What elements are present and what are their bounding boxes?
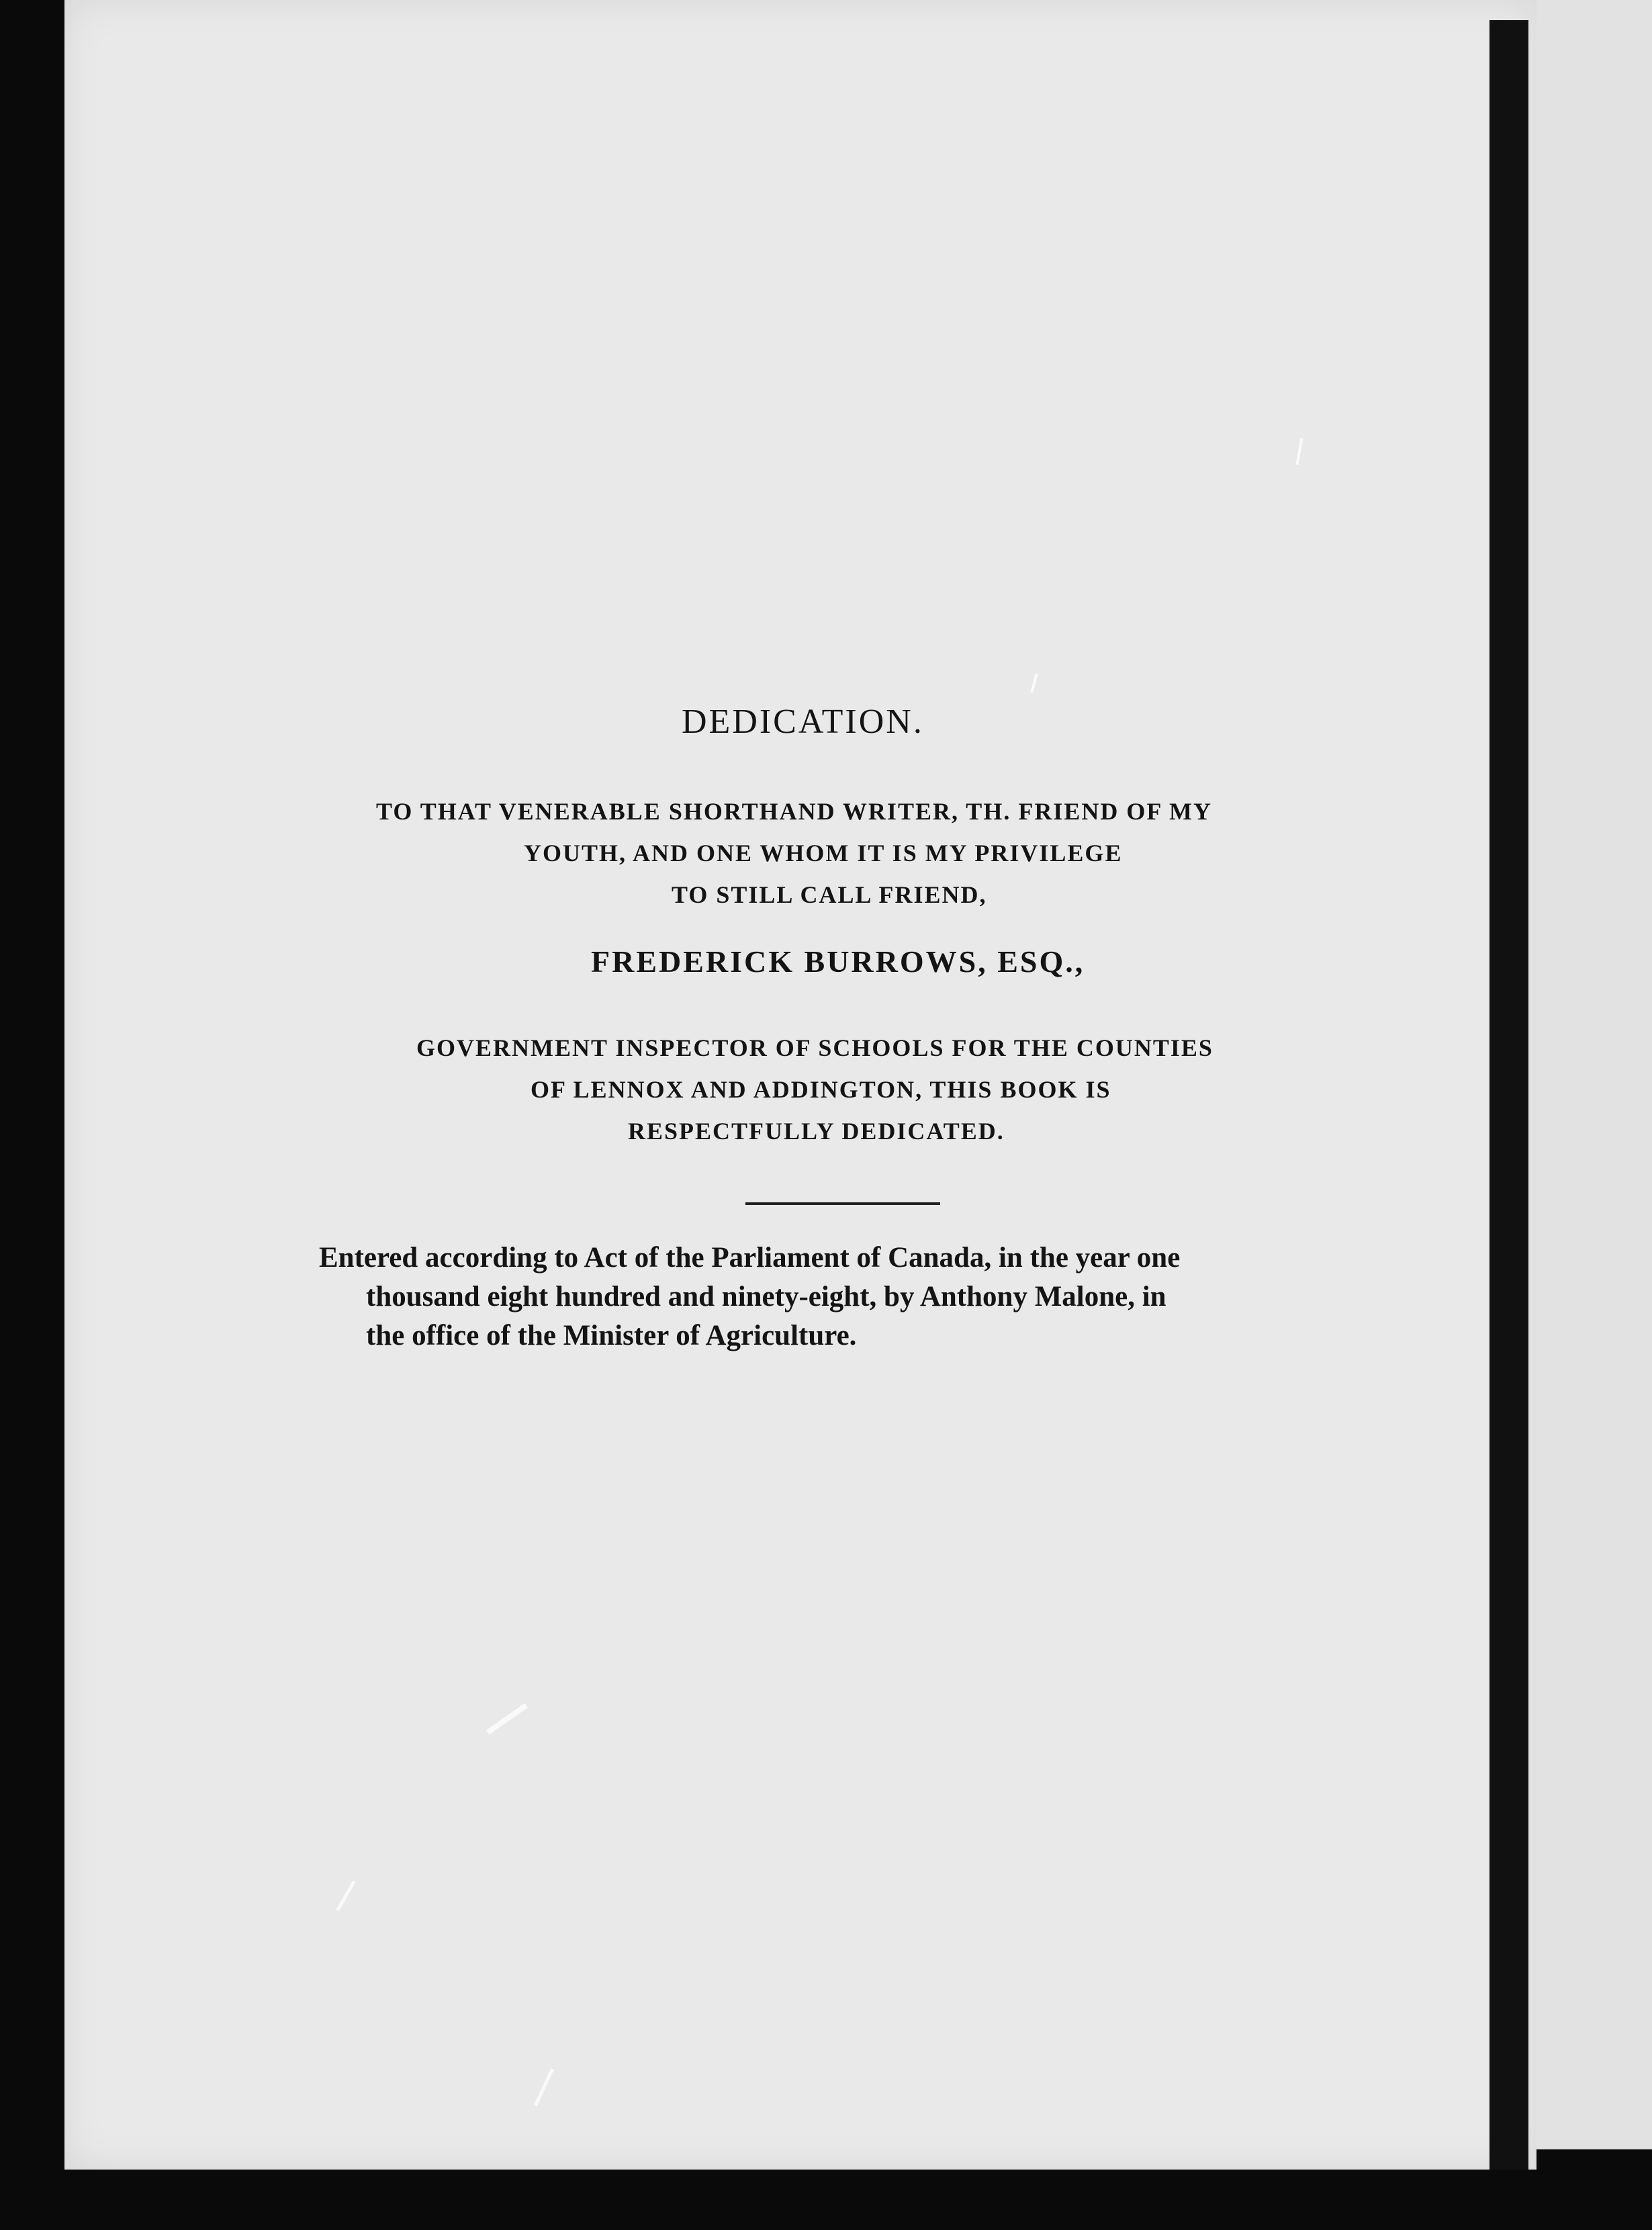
dedication-heading: DEDICATION. (682, 703, 924, 741)
dedication-line: TO STILL CALL FRIEND, (672, 881, 987, 908)
dedication-line: GOVERNMENT INSPECTOR OF SCHOOLS FOR THE COUNTIES (416, 1034, 1213, 1061)
binding-edge (1489, 20, 1528, 2170)
dedicatee-name: FREDERICK BURROWS, ESQ., (591, 944, 1085, 979)
dedication-line: OF LENNOX AND ADDINGTON, THIS BOOK IS (531, 1076, 1111, 1103)
scan-border (0, 2170, 1652, 2230)
dedication-line: RESPECTFULLY DEDICATED. (628, 1118, 1005, 1145)
dedication-line: YOUTH, AND ONE WHOM IT IS MY PRIVILEGE (524, 840, 1123, 866)
copyright-line: thousand eight hundred and ninety-eight, by Anthony Malone, in (366, 1281, 1166, 1312)
divider-rule (745, 1202, 940, 1205)
facing-page-edge (1536, 0, 1652, 2149)
copyright-line: the office of the Minister of Agriculture. (366, 1320, 857, 1351)
dedication-line: TO THAT VENERABLE SHORTHAND WRITER, TH. FRIEND OF MY (376, 798, 1212, 825)
copyright-line: Entered according to Act of the Parliament of Canada, in the year one (319, 1242, 1181, 1274)
